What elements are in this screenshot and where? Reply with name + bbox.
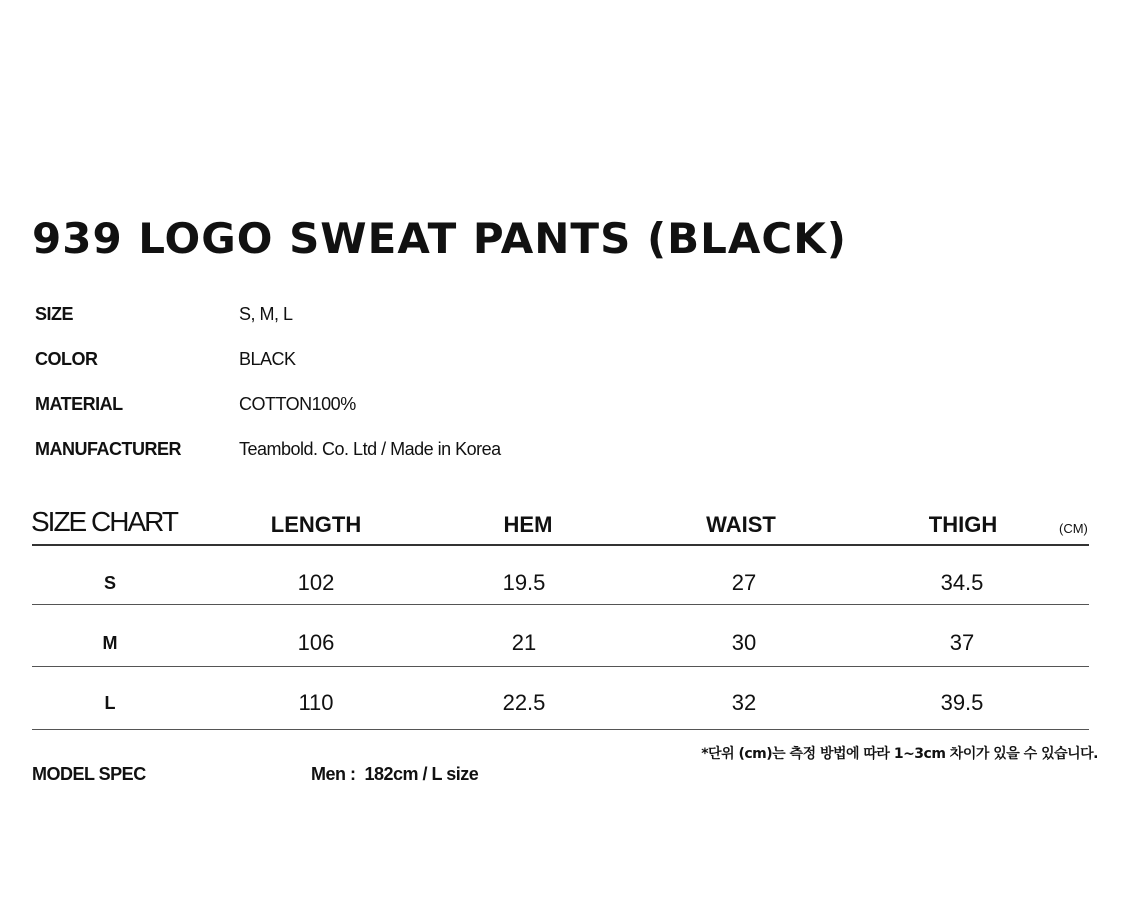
column-header-waist: WAIST <box>706 512 776 537</box>
measurement-note: *단위 (cm)는 측정 방법에 따라 1~3cm 차이가 있을 수 있습니다. <box>701 746 1098 762</box>
spec-label-manufacturer: MANUFACTURER <box>35 439 181 459</box>
unit-label: (CM) <box>1059 521 1088 536</box>
cell-waist: 30 <box>731 630 757 655</box>
cell-length: 110 <box>298 690 334 715</box>
cell-waist: 32 <box>731 690 757 715</box>
cell-thigh: 39.5 <box>940 690 984 715</box>
column-header-thigh: THIGH <box>928 512 998 537</box>
spec-label-material: MATERIAL <box>35 394 123 414</box>
spec-label-size: SIZE <box>35 304 74 324</box>
row-divider <box>32 666 1089 667</box>
cell-hem: 19.5 <box>502 570 546 595</box>
row-divider <box>32 604 1089 605</box>
column-header-length: LENGTH <box>270 512 362 537</box>
cell-waist: 27 <box>731 570 757 595</box>
cell-thigh: 34.5 <box>940 570 984 595</box>
header-divider <box>32 544 1089 546</box>
cell-length: 106 <box>297 630 335 655</box>
spec-value-size: S, M, L <box>239 304 293 324</box>
cell-hem: 22.5 <box>502 690 546 715</box>
spec-value-color: BLACK <box>239 349 296 369</box>
model-spec-label: MODEL SPEC <box>32 764 146 784</box>
row-divider <box>32 729 1089 730</box>
spec-value-material: COTTON100% <box>239 394 356 414</box>
row-size-label: M <box>102 633 118 653</box>
column-header-hem: HEM <box>503 512 553 537</box>
size-chart-title: SIZE CHART <box>31 506 177 537</box>
spec-label-color: COLOR <box>35 349 98 369</box>
row-size-label: S <box>103 573 116 593</box>
spec-value-manufacturer: Teambold. Co. Ltd / Made in Korea <box>239 439 501 459</box>
product-title: 939 LOGO SWEAT PANTS (BLACK) <box>32 214 847 263</box>
cell-length: 102 <box>297 570 335 595</box>
cell-thigh: 37 <box>949 630 975 655</box>
row-size-label: L <box>104 693 116 713</box>
cell-hem: 21 <box>511 630 537 655</box>
model-spec-value: Men : 182cm / L size <box>311 764 479 784</box>
